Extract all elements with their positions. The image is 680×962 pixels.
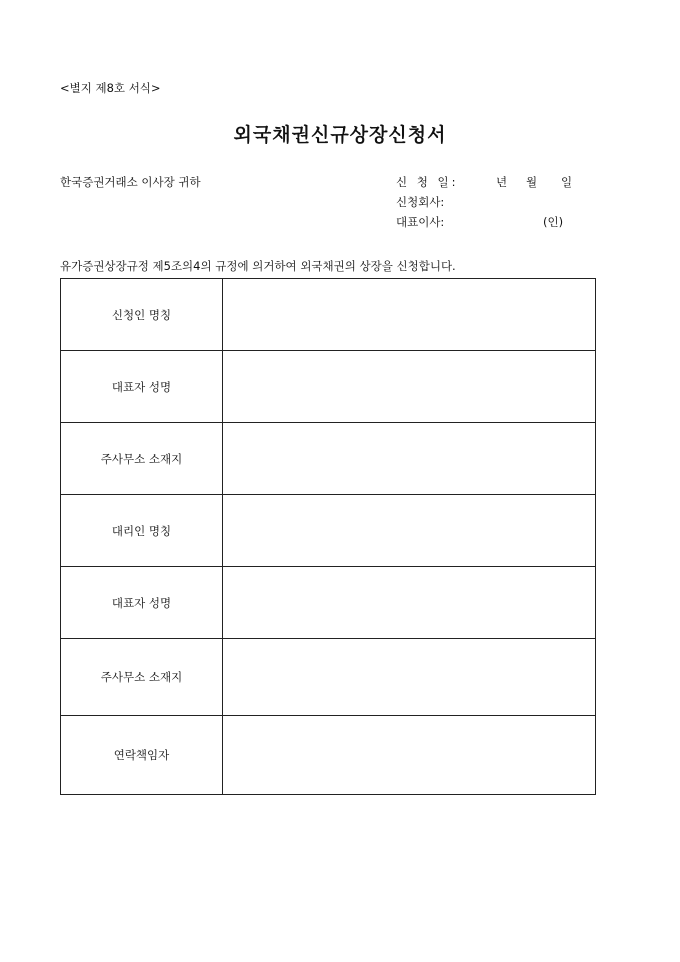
representative-row — [396, 214, 596, 234]
application-date-row — [396, 174, 596, 194]
table-row — [61, 351, 596, 423]
addressee: 한국증권거래소 이사장 귀하 — [60, 175, 201, 189]
application-form-table — [60, 278, 596, 795]
table-row — [61, 716, 596, 795]
date-month-unit: 월 — [526, 175, 538, 189]
row-value-applicant-name[interactable] — [223, 279, 596, 351]
date-day-unit: 일 — [561, 175, 573, 189]
row-label-agent-head-office-address: 주사무소 소재지 — [61, 639, 223, 716]
row-label-agent-representative-name: 대표자 성명 — [61, 567, 223, 639]
row-label-representative-name: 대표자 성명 — [61, 351, 223, 423]
document-title: 외국채권신규상장신청서 — [233, 124, 447, 146]
table-row — [61, 279, 596, 351]
table-row — [61, 423, 596, 495]
row-value-head-office-address[interactable] — [223, 423, 596, 495]
applicant-company-row — [396, 194, 596, 214]
seal-mark: (인) — [543, 215, 564, 229]
representative-label: 대표이사: — [396, 215, 445, 229]
applicant-company-label: 신청회사: — [396, 195, 445, 209]
row-label-contact-person: 연락책임자 — [61, 716, 223, 795]
row-value-agent-head-office-address[interactable] — [223, 639, 596, 716]
form-number: <별지 제8호 서식> — [60, 81, 161, 95]
date-year-unit: 년 — [496, 175, 508, 189]
applicant-block — [396, 174, 596, 234]
application-date-label: 신 청 일: — [396, 175, 459, 189]
table-row — [61, 495, 596, 567]
row-value-agent-name[interactable] — [223, 495, 596, 567]
table-row — [61, 639, 596, 716]
row-value-contact-person[interactable] — [223, 716, 596, 795]
row-label-applicant-name: 신청인 명칭 — [61, 279, 223, 351]
table-row — [61, 567, 596, 639]
row-label-agent-name: 대리인 명칭 — [61, 495, 223, 567]
row-value-representative-name[interactable] — [223, 351, 596, 423]
application-statement: 유가증권상장규정 제5조의4의 규정에 의거하여 외국채권의 상장을 신청합니다. — [60, 259, 456, 273]
row-label-head-office-address: 주사무소 소재지 — [61, 423, 223, 495]
row-value-agent-representative-name[interactable] — [223, 567, 596, 639]
